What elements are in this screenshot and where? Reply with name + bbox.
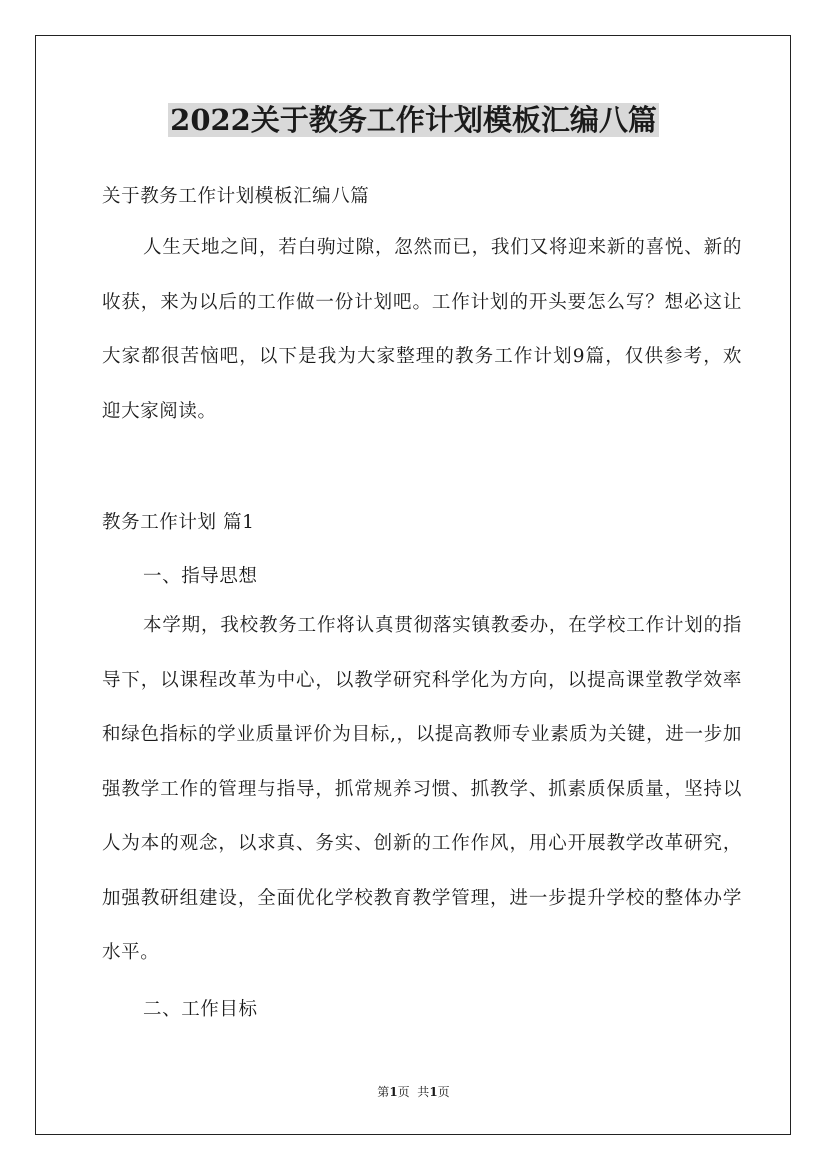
sub-heading-work-goals: 二、工作目标 [143,999,258,1020]
document-title [0,98,827,142]
sub-heading-guiding-ideology: 一、指导思想 [143,566,258,587]
document-title-text: 2022关于教务工作计划模板汇编八篇 [170,103,657,137]
footer-page-mid: 页 共 [397,1085,430,1099]
footer-page-prefix: 第 [377,1085,390,1099]
footer-page-total: 1 [429,1085,438,1099]
section-heading: 教务工作计划 篇1 [102,512,255,533]
footer-page-suffix: 页 [437,1085,450,1099]
document-subtitle: 关于教务工作计划模板汇编八篇 [102,186,370,207]
page-footer [0,1083,827,1100]
footer-page-current: 1 [389,1085,398,1099]
body-paragraph: 本学期，我校教务工作将认真贯彻落实镇教委办，在学校工作计划的指导下，以课程改革为中心，以教学研究科学化为方向，以提高课堂教学效率和绿色指标的学业质量评价为目标,，以提高教师专业素质为关键，进一步加强教学工作的管理与指导，抓常规养习惯、抓教学、抓素质保质量，坚持以人为本的观念，以求真、务实、创新的工作作风，用心开展教学改革研究，加强教研组建设，全面优化学校教育教学管理，进一步提升学校的整体办学水平。 [102,615,742,963]
intro-paragraph: 人生天地之间，若白驹过隙，忽然而已，我们又将迎来新的喜悦、新的收获，来为以后的工作做一份计划吧。工作计划的开头要怎么写？想必这让大家都很苦恼吧，以下是我为大家整理的教务工作计划9篇，仅供参考，欢迎大家阅读。 [102,237,742,422]
